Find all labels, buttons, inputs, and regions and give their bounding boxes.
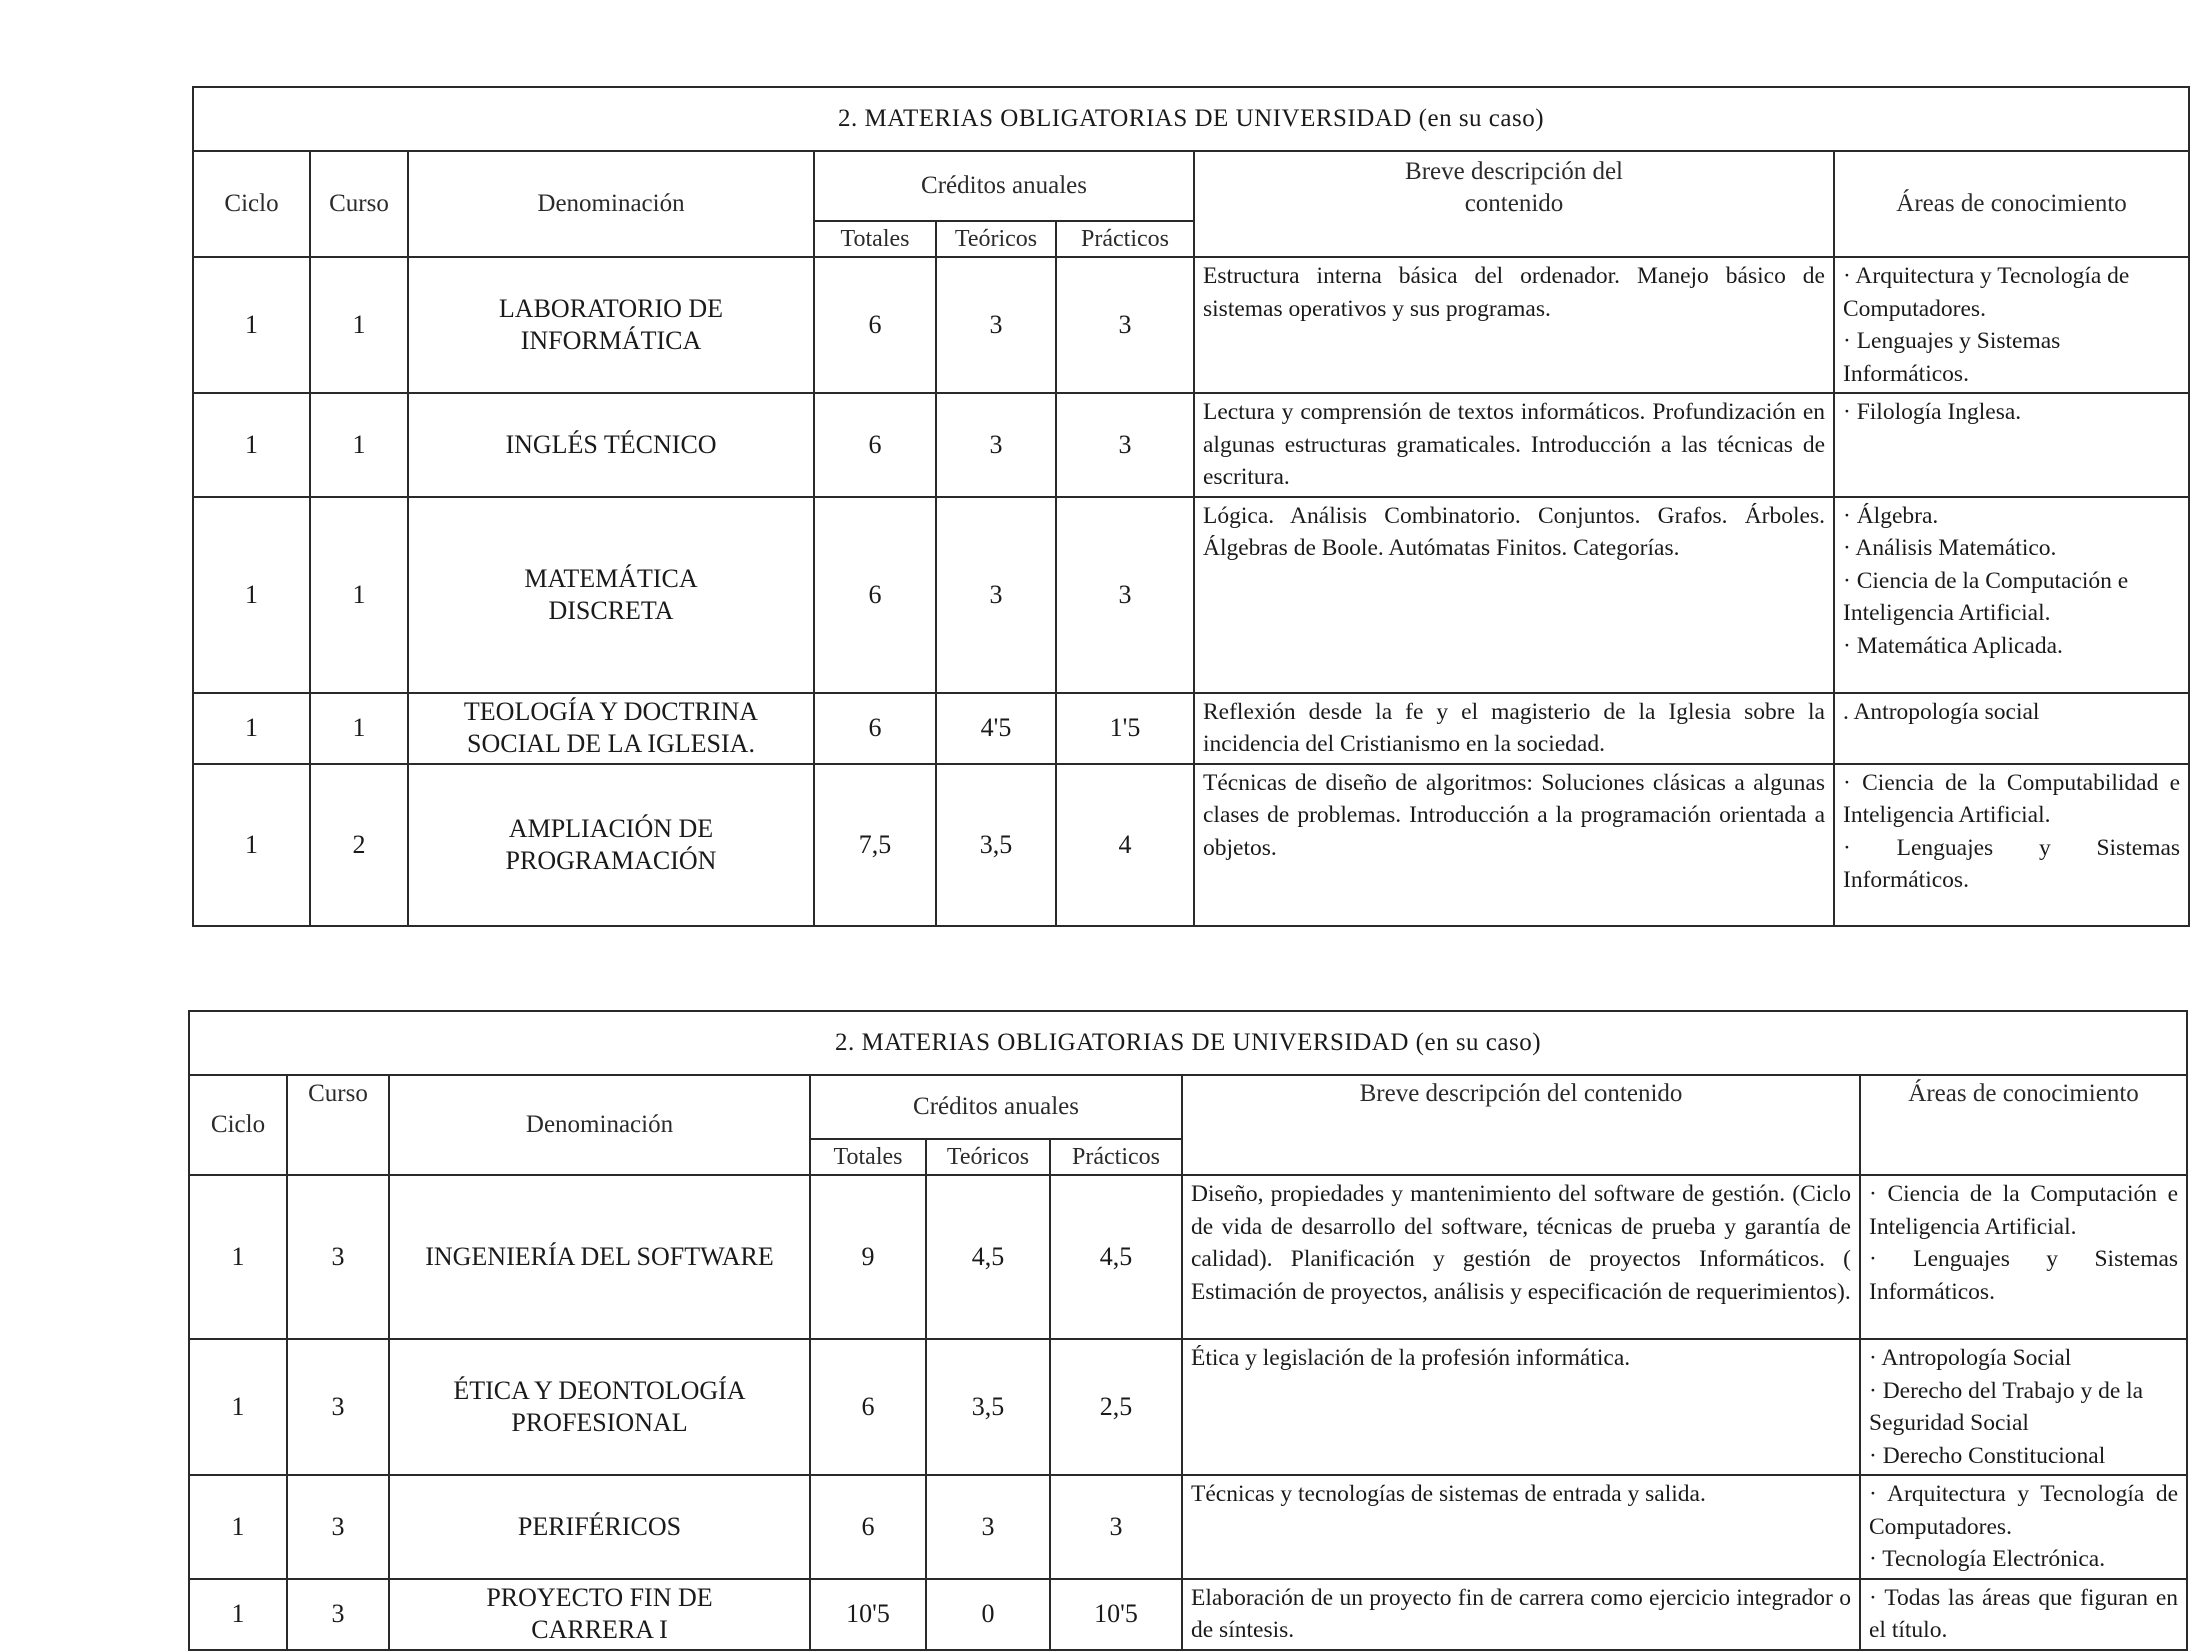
cell-descripcion: Lógica. Análisis Combinatorio. Conjuntos. Grafos. Árboles. Álgebras de Boole. Autómatas Finitos. Categorías. <box>1194 497 1834 693</box>
cell-denominacion <box>408 497 814 693</box>
cell-totales: 6 <box>814 257 936 393</box>
area-item: · Derecho Constitucional <box>1869 1442 2106 1469</box>
header-areas: Áreas de conocimiento <box>1860 1075 2187 1175</box>
header-descripcion-line: contenido <box>1464 190 1564 217</box>
table-row <box>189 1579 2187 1650</box>
header-creditos: Créditos anuales <box>814 151 1194 221</box>
denominacion-line: PERIFÉRICOS <box>517 1511 682 1541</box>
header-areas: Áreas de conocimiento <box>1834 151 2189 257</box>
cell-ciclo: 1 <box>193 764 310 926</box>
header-denominacion: Denominación <box>389 1075 810 1175</box>
cell-areas <box>1860 1175 2187 1339</box>
denominacion-line: LABORATORIO DE <box>498 294 724 323</box>
table-row <box>193 764 2189 926</box>
cell-descripcion: Estructura interna básica del ordenador. Manejo básico de sistemas operativos y sus programas. <box>1194 257 1834 393</box>
cell-teoricos: 3,5 <box>926 1339 1050 1475</box>
subjects-table-1 <box>192 86 2190 927</box>
cell-teoricos: 4,5 <box>926 1175 1050 1339</box>
cell-practicos: 3 <box>1056 257 1194 393</box>
cell-ciclo: 1 <box>193 257 310 393</box>
area-item: · Antropología Social <box>1869 1345 2072 1371</box>
cell-descripcion: Elaboración de un proyecto fin de carrera como ejercicio integrador o de síntesis. <box>1182 1579 1860 1650</box>
area-item: · Ciencia de la Computación e Inteligencia Artificial. <box>1843 567 2129 626</box>
cell-practicos: 3 <box>1056 497 1194 693</box>
denominacion-line: INFORMÁTICA <box>520 326 702 355</box>
cell-areas <box>1860 1339 2187 1475</box>
header-denominacion: Denominación <box>408 151 814 257</box>
cell-curso: 1 <box>310 693 408 764</box>
denominacion-line: CARRERA I <box>531 1615 668 1644</box>
denominacion-line: INGENIERÍA DEL SOFTWARE <box>425 1242 774 1271</box>
cell-totales: 6 <box>814 693 936 764</box>
subjects-table-2 <box>188 1010 2188 1651</box>
area-item: · Lenguajes y Sistemas Informáticos. <box>1843 328 2061 387</box>
area-item: · Filología Inglesa. <box>1843 399 2022 425</box>
cell-ciclo: 1 <box>189 1475 287 1579</box>
area-item: · Todas las áreas que figuran en el título. <box>1869 1584 2179 1643</box>
cell-areas <box>1834 693 2189 764</box>
cell-ciclo: 1 <box>189 1175 287 1339</box>
cell-areas <box>1834 764 2189 926</box>
table-row <box>189 1175 2187 1339</box>
cell-curso: 3 <box>287 1339 389 1475</box>
cell-denominacion <box>389 1339 810 1475</box>
denominacion-line: DISCRETA <box>548 595 674 625</box>
cell-descripcion: Diseño, propiedades y mantenimiento del software de gestión. (Ciclo de vida de desarrollo del software, técnicas de prueba y garantía de calidad). Planificación y gestión de proyectos Informáticos. ( Estimación de proyectos, análisis y especificación de requerimientos). <box>1182 1175 1860 1339</box>
denominacion-line: PROFESIONAL <box>511 1408 688 1437</box>
cell-teoricos: 0 <box>926 1579 1050 1650</box>
cell-areas <box>1834 393 2189 497</box>
cell-ciclo: 1 <box>189 1339 287 1475</box>
area-item: · Derecho del Trabajo y de la Seguridad Social <box>1869 1377 2144 1436</box>
cell-areas <box>1860 1579 2187 1650</box>
denominacion-line: TEOLOGÍA Y DOCTRINA <box>463 697 759 726</box>
cell-descripcion: Técnicas y tecnologías de sistemas de entrada y salida. <box>1182 1475 1860 1579</box>
cell-ciclo: 1 <box>193 693 310 764</box>
cell-practicos: 3 <box>1056 393 1194 497</box>
header-descripcion: Breve descripción del contenido <box>1182 1075 1860 1175</box>
table-row <box>193 257 2189 393</box>
cell-curso: 1 <box>310 257 408 393</box>
area-item: · Lenguajes y Sistemas Informáticos. <box>1843 834 2181 893</box>
cell-denominacion <box>389 1475 810 1579</box>
denominacion-line: PROGRAMACIÓN <box>505 845 717 875</box>
cell-curso: 3 <box>287 1475 389 1579</box>
cell-totales: 6 <box>810 1475 926 1579</box>
denominacion-line: INGLÉS TÉCNICO <box>505 429 717 459</box>
header-descripcion <box>1194 151 1834 257</box>
header-totales: Totales <box>814 221 936 257</box>
cell-teoricos: 3 <box>936 257 1056 393</box>
header-practicos: Prácticos <box>1056 221 1194 257</box>
cell-denominacion <box>389 1579 810 1650</box>
cell-descripcion: Reflexión desde la fe y el magisterio de la Iglesia sobre la incidencia del Cristianismo en la sociedad. <box>1194 693 1834 764</box>
area-item: · Ciencia de la Computabilidad e Inteligencia Artificial. <box>1843 769 2181 828</box>
cell-curso: 3 <box>287 1175 389 1339</box>
cell-totales: 10'5 <box>810 1579 926 1650</box>
denominacion-line: AMPLIACIÓN DE <box>508 813 714 843</box>
cell-teoricos: 3 <box>936 497 1056 693</box>
cell-denominacion <box>408 693 814 764</box>
area-item: · Ciencia de la Computación e Inteligencia Artificial. <box>1869 1181 2179 1240</box>
cell-teoricos: 3 <box>936 393 1056 497</box>
cell-totales: 6 <box>810 1339 926 1475</box>
cell-curso: 1 <box>310 393 408 497</box>
table-row <box>189 1339 2187 1475</box>
cell-areas <box>1834 497 2189 693</box>
denominacion-line: PROYECTO FIN DE <box>486 1583 713 1612</box>
cell-practicos: 3 <box>1050 1475 1182 1579</box>
cell-curso: 3 <box>287 1579 389 1650</box>
cell-denominacion <box>408 764 814 926</box>
table-row <box>189 1475 2187 1579</box>
header-creditos: Créditos anuales <box>810 1075 1182 1139</box>
cell-practicos: 4,5 <box>1050 1175 1182 1339</box>
area-item: · Álgebra. <box>1843 502 1939 529</box>
cell-areas <box>1860 1475 2187 1579</box>
cell-descripcion: Lectura y comprensión de textos informáticos. Profundización en algunas estructuras gramaticales. Introducción a las técnicas de escritura. <box>1194 393 1834 497</box>
cell-practicos: 1'5 <box>1056 693 1194 764</box>
cell-denominacion <box>408 257 814 393</box>
table-row <box>193 693 2189 764</box>
cell-teoricos: 4'5 <box>936 693 1056 764</box>
cell-practicos: 4 <box>1056 764 1194 926</box>
cell-ciclo: 1 <box>193 393 310 497</box>
table-row <box>193 393 2189 497</box>
area-item: · Lenguajes y Sistemas Informáticos. <box>1869 1246 2179 1305</box>
area-item: · Arquitectura y Tecnología de Computadores. <box>1869 1481 2179 1540</box>
header-ciclo: Ciclo <box>193 151 310 257</box>
header-practicos: Prácticos <box>1050 1139 1182 1175</box>
cell-denominacion <box>408 393 814 497</box>
cell-curso: 1 <box>310 497 408 693</box>
header-curso: Curso <box>287 1075 389 1175</box>
cell-areas <box>1834 257 2189 393</box>
denominacion-line: MATEMÁTICA <box>524 563 698 593</box>
table-title: 2. MATERIAS OBLIGATORIAS DE UNIVERSIDAD (en su caso) <box>189 1011 2187 1075</box>
cell-ciclo: 1 <box>189 1579 287 1650</box>
cell-curso: 2 <box>310 764 408 926</box>
cell-ciclo: 1 <box>193 497 310 693</box>
cell-teoricos: 3 <box>926 1475 1050 1579</box>
cell-totales: 7,5 <box>814 764 936 926</box>
cell-descripcion: Técnicas de diseño de algoritmos: Soluciones clásicas a algunas clases de problemas. Introducción a la programación orientada a objetos. <box>1194 764 1834 926</box>
cell-denominacion <box>389 1175 810 1339</box>
header-descripcion-line: Breve descripción del <box>1405 158 1623 185</box>
cell-practicos: 2,5 <box>1050 1339 1182 1475</box>
header-totales: Totales <box>810 1139 926 1175</box>
cell-practicos: 10'5 <box>1050 1579 1182 1650</box>
header-curso: Curso <box>310 151 408 257</box>
header-ciclo: Ciclo <box>189 1075 287 1175</box>
area-item: · Matemática Aplicada. <box>1843 632 2063 659</box>
header-teoricos: Teóricos <box>926 1139 1050 1175</box>
table-row <box>193 497 2189 693</box>
cell-totales: 9 <box>810 1175 926 1339</box>
area-item: . Antropología social <box>1843 698 2040 725</box>
cell-descripcion: Ética y legislación de la profesión informática. <box>1182 1339 1860 1475</box>
area-item: · Tecnología Electrónica. <box>1869 1546 2106 1572</box>
cell-totales: 6 <box>814 393 936 497</box>
cell-teoricos: 3,5 <box>936 764 1056 926</box>
area-item: · Análisis Matemático. <box>1843 535 2057 561</box>
table-title: 2. MATERIAS OBLIGATORIAS DE UNIVERSIDAD (en su caso) <box>193 87 2189 151</box>
area-item: · Arquitectura y Tecnología de Computadores. <box>1843 263 2130 322</box>
header-teoricos: Teóricos <box>936 221 1056 257</box>
cell-totales: 6 <box>814 497 936 693</box>
denominacion-line: ÉTICA Y DEONTOLOGÍA <box>453 1376 746 1405</box>
denominacion-line: SOCIAL DE LA IGLESIA. <box>467 729 755 758</box>
